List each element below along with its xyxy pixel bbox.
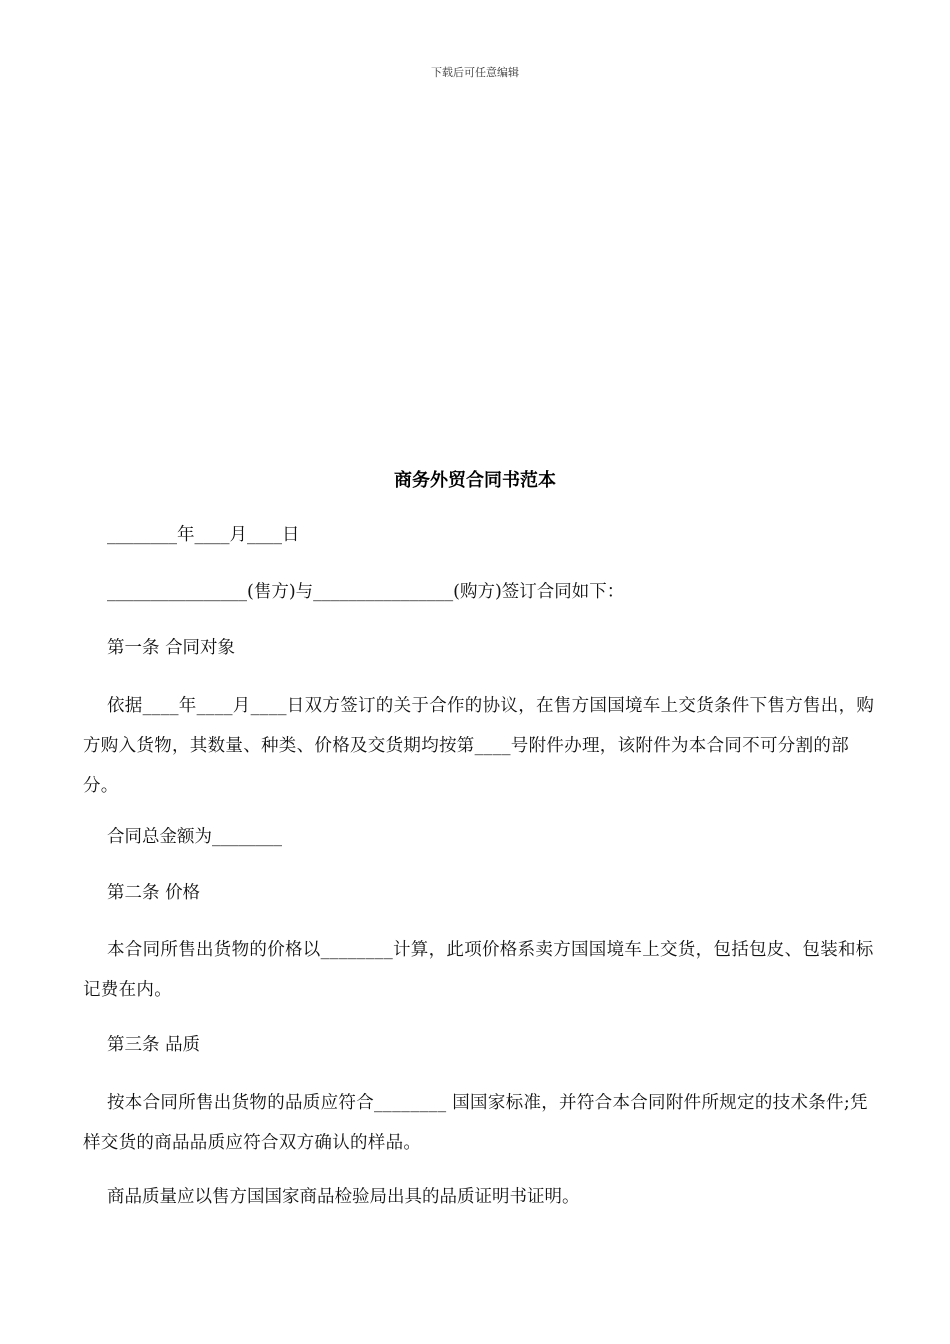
document-title: 商务外贸合同书范本 — [394, 470, 556, 491]
article-1-body: 依据____年____月____日双方签订的关于合作的协议，在售方国国境车上交货条件下售方售出，购方购入货物，其数量、种类、价格及交货期均按第____号附件办理，该附件为本合同不可分割的部分。 — [83, 696, 875, 796]
quality-certificate-line: 商品质量应以售方国国家商品检验局出具的品质证明书证明。 — [107, 1187, 580, 1207]
article-1-heading: 第一条 合同对象 — [107, 638, 236, 658]
parties-line: ________________(售方)与________________(购方)签订合同如下： — [107, 582, 625, 602]
article-3-body: 按本合同所售出货物的品质应符合________ 国国家标准，并符合本合同附件所规定的技术条件;凭样交货的商品品质应符合双方确认的样品。 — [83, 1093, 868, 1153]
total-amount-line: 合同总金额为________ — [107, 827, 282, 847]
article-3-heading: 第三条 品质 — [107, 1035, 201, 1055]
date-line: ________年____月____日 — [107, 525, 300, 545]
article-2-body: 本合同所售出货物的价格以________计算，此项价格系卖方国国境车上交货，包括包皮、包装和标记费在内。 — [83, 940, 874, 1000]
header-note: 下载后可任意编辑 — [431, 66, 519, 79]
article-2-heading: 第二条 价格 — [107, 883, 201, 903]
